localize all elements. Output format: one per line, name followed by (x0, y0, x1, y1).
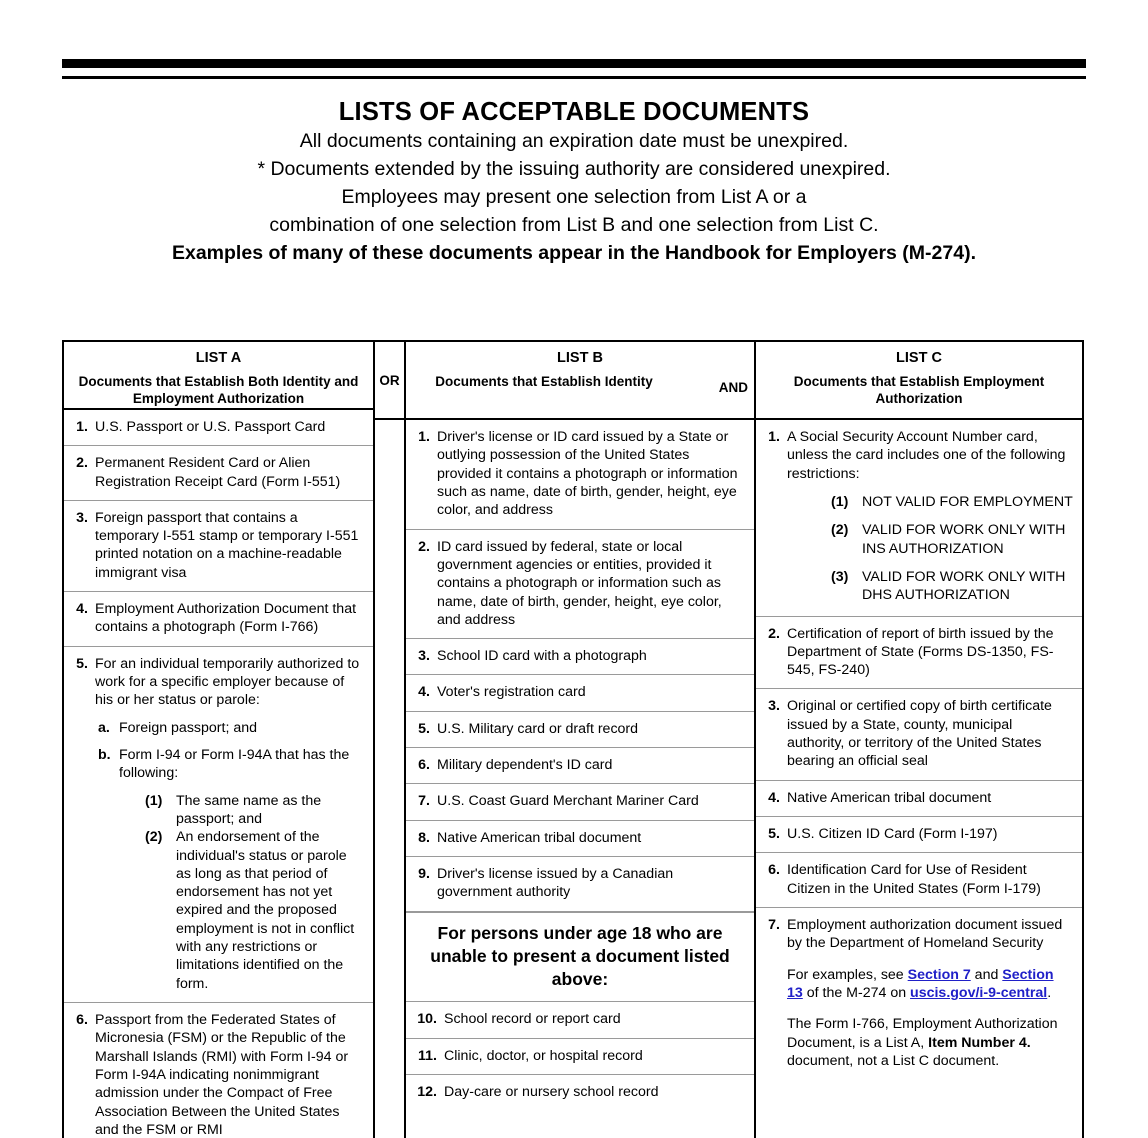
list-b-title: LIST B (557, 350, 603, 366)
restriction-item (831, 493, 1073, 511)
ssn-restrictions-list (787, 493, 1073, 605)
uscis-i9-central-link[interactable]: uscis.gov/i-9-central (910, 984, 1048, 1001)
list-item (64, 1003, 373, 1138)
item-number: 7. (768, 916, 780, 933)
item-number: 5. (76, 655, 88, 672)
item-text: Day-care or nursery school record (444, 1084, 659, 1101)
column-filler (406, 1110, 754, 1138)
item-number: 6. (418, 757, 430, 774)
list-item (406, 1002, 754, 1038)
item-text: Clinic, doctor, or hospital record (444, 1047, 643, 1064)
list-c-description: Documents that Establish Employment Authorization (793, 374, 1045, 406)
list-item (756, 781, 1082, 817)
list-item (756, 420, 1082, 617)
item-text: U.S. Citizen ID Card (Form I-197) (787, 826, 998, 842)
item-number: 6. (76, 1012, 88, 1028)
list-b-description: Documents that Establish Identity (435, 374, 653, 390)
restriction-text: NOT VALID FOR EMPLOYMENT (862, 493, 1073, 510)
list-a-description: Documents that Establish Both Identity and Employment Authorization (78, 374, 359, 406)
item-text: Passport from the Federated States of Micronesia (FSM) or the Republic of the Marshall Islands (RMI) with Form I-94 or Form I-94A indicating nonimmigrant admission under the Compact of Free Association Between the United States and the FSM or RMI (95, 1012, 349, 1138)
item-number: 1. (76, 418, 88, 435)
item-text: Original or certified copy of birth certificate issued by a State, county, municipal authority, or territory of the United States bearing an official seal (787, 698, 1052, 770)
subtitle-line-2: * Documents extended by the issuing authority are considered unexpired. (257, 158, 891, 180)
restriction-label: (1) (831, 493, 849, 510)
list-item (756, 908, 1082, 1079)
or-column-filler (375, 420, 404, 1138)
sub-sub-item-label: (1) (145, 792, 163, 809)
list-c-title: LIST C (896, 350, 942, 366)
list-a-title: LIST A (195, 350, 242, 366)
column-or-connector (373, 342, 406, 1138)
restriction-text: VALID FOR WORK ONLY WITH DHS AUTHORIZATION (862, 568, 1066, 604)
list-item (406, 1075, 754, 1110)
item-text: Employment Authorization Document that contains a photograph (Form I-766) (95, 601, 357, 636)
restriction-item (831, 521, 1073, 558)
item-number: 1. (418, 429, 430, 445)
list-b-header (406, 342, 754, 420)
item-text: Driver's license or ID card issued by a State or outlying possession of the United States provided it contains a photograph or information such as name, date of birth, gender, height, eye color, and address (437, 429, 738, 519)
examples-suffix: . (1047, 984, 1052, 1001)
item-number: 8. (418, 829, 430, 846)
list-item (406, 530, 754, 640)
sub-item-label: b. (98, 746, 111, 763)
page-heading (0, 97, 1148, 267)
examples-note (787, 966, 1073, 1003)
item-number: 10. (417, 1011, 437, 1028)
list-a-rows (64, 410, 373, 1138)
item-number: 5. (418, 720, 430, 737)
item-number: 4. (76, 601, 88, 618)
sub-sub-list-item (145, 828, 364, 993)
sub-item-text-group (119, 746, 364, 993)
list-item (406, 675, 754, 711)
subtitle-line-3: Employees may present one selection from List A or a (341, 185, 807, 208)
item-number: 3. (768, 698, 780, 715)
sub-list (95, 719, 364, 993)
examples-mid2: of the M-274 on (802, 984, 911, 1001)
subtitle-line-1: All documents containing an expiration date must be unexpired. (299, 130, 849, 153)
item-number: 6. (768, 862, 780, 879)
list-item (64, 592, 373, 647)
and-connector-label: AND (718, 380, 748, 395)
item-text: Employment authorization document issued by the Department of Homeland Security (787, 916, 1063, 952)
list-item (406, 821, 754, 857)
list-c-header (756, 342, 1082, 420)
item-text: Foreign passport that contains a temporary I-551 stamp or temporary I-551 printed notation on a machine-readable immigrant visa (95, 509, 359, 581)
item-text-group (95, 655, 364, 993)
acceptable-documents-table (62, 340, 1084, 1138)
or-connector-label: OR (375, 342, 404, 420)
examples-mid: and (970, 966, 1003, 983)
list-item (64, 647, 373, 1003)
i766-note-part1: The Form I-766, Employment Authorization Document, is a List A, (787, 1016, 1058, 1051)
item-text: Driver's license issued by a Canadian government authority (437, 866, 674, 901)
subtitle-handbook-note: Examples of many of these documents appear in the Handbook for Employers (M-274). (171, 241, 976, 264)
column-list-b (406, 342, 754, 1138)
list-a-header (64, 342, 373, 410)
i766-item-number: Item Number 4. (928, 1034, 1031, 1051)
item-text: School ID card with a photograph (437, 648, 647, 665)
column-filler (756, 1079, 1082, 1138)
list-c-note (787, 966, 1073, 1071)
sub-list-item (95, 746, 364, 993)
list-item (64, 410, 373, 446)
item-text: Native American tribal document (437, 829, 642, 846)
sub-item-text: Form I-94 or Form I-94A that has the following: (119, 746, 350, 782)
item-number: 2. (768, 625, 780, 642)
list-item (64, 501, 373, 592)
sub-sub-item-text: An endorsement of the individual's status or parole as long as that period of endorsement has not yet expired and the proposed employment is not in conflict with any restrictions or limitations identified on the form. (176, 829, 355, 992)
item-text: Military dependent's ID card (437, 757, 613, 774)
list-c-rows (756, 420, 1082, 1138)
sub-sub-list-item (145, 792, 364, 829)
sub-item-text: Foreign passport; and (119, 719, 258, 736)
column-list-a (64, 342, 373, 1138)
list-item (756, 617, 1082, 690)
item-text: Permanent Resident Card or Alien Registration Receipt Card (Form I-551) (95, 455, 341, 490)
list-b-rows (406, 420, 754, 1138)
top-rules (0, 59, 1148, 79)
list-item (406, 784, 754, 820)
list-item (406, 748, 754, 784)
sub-sub-item-text: The same name as the passport; and (176, 792, 322, 827)
item-number: 4. (768, 789, 780, 806)
header-rule-thick (62, 59, 1086, 68)
item-text: U.S. Military card or draft record (437, 720, 639, 737)
item-number: 2. (418, 538, 430, 555)
item-number: 7. (418, 793, 430, 810)
item-number: 11. (418, 1047, 437, 1064)
item-number: 1. (768, 429, 780, 445)
section-13-link[interactable]: Section 13 (787, 966, 1054, 1001)
list-item (756, 853, 1082, 908)
item-text: Native American tribal document (787, 789, 992, 806)
item-text: Certification of report of birth issued by the Department of State (Forms DS-1350, FS-545, FS-240) (787, 625, 1054, 679)
list-item (406, 857, 754, 912)
header-rule-thin (62, 76, 1086, 79)
list-item (756, 817, 1082, 853)
section-7-link[interactable]: Section 7 (907, 966, 971, 983)
sub-sub-list (119, 792, 364, 993)
column-list-c (754, 342, 1082, 1138)
list-item (756, 689, 1082, 780)
item-text: School record or report card (444, 1011, 621, 1028)
restriction-item (831, 568, 1073, 605)
sub-sub-item-label: (2) (145, 829, 163, 846)
subtitle-line-4: combination of one selection from List B and one selection from List C. (269, 213, 879, 236)
item-number: 5. (768, 826, 780, 842)
item-number: 2. (76, 455, 88, 472)
item-text-group (787, 428, 1073, 607)
list-item (64, 446, 373, 501)
item-text: ID card issued by federal, state or local government agencies or entities, provided it contains a photograph or information such as name, date of birth, gender, height, eye color, and address (437, 538, 722, 628)
sub-list-item (95, 719, 364, 737)
list-item (406, 1039, 754, 1075)
list-item (406, 420, 754, 530)
i766-note (787, 1015, 1073, 1070)
item-text: Identification Card for Use of Resident Citizen in the United States (Form I-179) (787, 862, 1041, 897)
list-item (406, 712, 754, 748)
minor-documents-banner: For persons under age 18 who are unable to present a document listed above: (406, 912, 754, 1003)
page-title: LISTS OF ACCEPTABLE DOCUMENTS (338, 98, 810, 126)
item-text: U.S. Coast Guard Merchant Mariner Card (437, 793, 699, 810)
i766-note-part2: document, not a List C document. (787, 1052, 1000, 1069)
examples-prefix: For examples, see (787, 966, 908, 983)
item-number: 12. (417, 1084, 437, 1101)
restriction-label: (3) (831, 568, 849, 585)
item-number: 4. (418, 684, 430, 701)
sub-item-label: a. (98, 719, 110, 736)
restriction-label: (2) (831, 522, 849, 539)
item-text: U.S. Passport or U.S. Passport Card (95, 418, 326, 435)
list-item (406, 639, 754, 675)
item-number: 3. (418, 648, 430, 665)
item-text: Voter's registration card (437, 684, 586, 701)
item-text: For an individual temporarily authorized to work for a specific employer because of his or her status or parole: (95, 655, 360, 709)
item-text-group (787, 916, 1073, 1070)
item-text: A Social Security Account Number card, unless the card includes one of the following restrictions: (787, 429, 1066, 482)
item-number: 9. (418, 866, 430, 882)
restriction-text: VALID FOR WORK ONLY WITH INS AUTHORIZATION (862, 522, 1066, 557)
item-number: 3. (76, 509, 88, 526)
